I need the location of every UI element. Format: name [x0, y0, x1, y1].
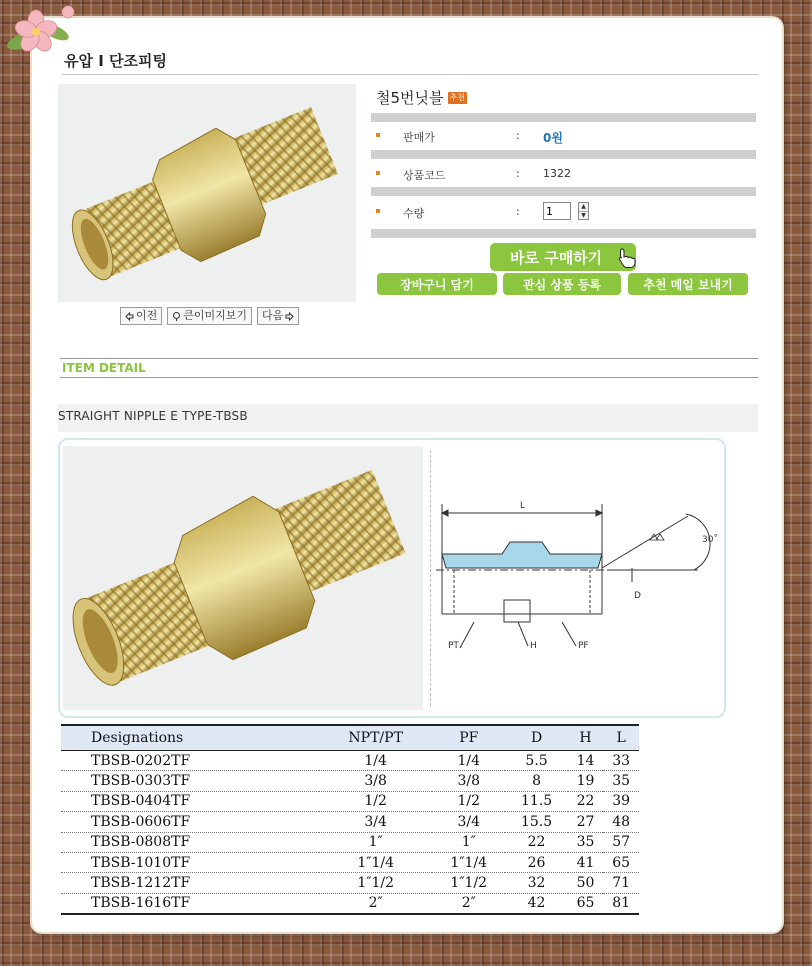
table-cell: TBSB-0606TF [61, 812, 319, 832]
table-cell: 22 [568, 791, 604, 811]
item-detail-heading: ITEM DETAIL [62, 361, 146, 375]
table-cell: TBSB-1010TF [61, 852, 319, 872]
prev-label: 이전 [136, 309, 158, 322]
divider-bar [371, 229, 756, 238]
col-header: Designations [61, 725, 319, 751]
table-cell: 1/2 [319, 791, 432, 811]
table-cell: 1″1/4 [319, 852, 432, 872]
spec-header-row [61, 725, 639, 751]
quantity-row [371, 202, 756, 224]
table-cell: 1″1/4 [432, 852, 505, 872]
table-cell: 39 [603, 791, 639, 811]
recommend-mail-button[interactable] [628, 273, 748, 295]
table-row [61, 791, 639, 811]
table-row [61, 852, 639, 872]
table-cell: TBSB-1212TF [61, 873, 319, 893]
table-cell: 1″ [432, 832, 505, 852]
table-cell: 1″1/2 [432, 873, 505, 893]
zoom-label: 큰이미지보기 [183, 309, 248, 322]
table-cell: 3/4 [432, 812, 505, 832]
table-row [61, 893, 639, 914]
zoom-icon [172, 312, 181, 321]
colon: : [516, 167, 520, 180]
detail-subtitle: STRAIGHT NIPPLE E TYPE-TBSB [58, 409, 248, 423]
wishlist-button[interactable] [503, 273, 621, 295]
recommend-mail-label: 추천 메일 보내기 [643, 277, 733, 292]
quantity-input[interactable] [543, 202, 571, 220]
stepper-down-icon[interactable]: ▼ [581, 212, 586, 219]
item-detail-header [60, 358, 758, 378]
page-title: 유압 I 단조피팅 [64, 52, 167, 70]
table-cell: 1/4 [319, 751, 432, 771]
table-cell: 1″ [319, 832, 432, 852]
col-header: PF [432, 725, 505, 751]
table-cell: 15.5 [505, 812, 567, 832]
table-row [61, 873, 639, 893]
buy-now-button[interactable] [490, 243, 636, 271]
arrow-right-icon [285, 312, 294, 321]
buy-now-label: 바로 구매하기 [510, 248, 603, 267]
add-to-cart-button[interactable] [377, 273, 497, 295]
table-cell: 5.5 [505, 751, 567, 771]
table-cell: 1/4 [432, 751, 505, 771]
table-cell: 81 [612, 895, 631, 912]
col-header: L [603, 725, 639, 751]
table-cell: 26 [505, 852, 567, 872]
col-header: H [568, 725, 604, 751]
table-cell: 11.5 [505, 791, 567, 811]
table-cell: TBSB-0808TF [61, 832, 319, 852]
dim-label-angle: 30˚ [702, 535, 718, 545]
col-header: NPT/PT [319, 725, 432, 751]
table-cell: 3/4 [319, 812, 432, 832]
divider-line [430, 450, 432, 706]
quantity-stepper[interactable] [578, 202, 589, 220]
image-nav [120, 307, 299, 325]
table-row [61, 832, 639, 852]
recommend-badge: 추천 [449, 92, 465, 102]
table-cell: 41 [568, 852, 604, 872]
product-name: 철5번닛블 [376, 89, 444, 107]
bullet-icon [376, 133, 380, 137]
divider-bar [371, 150, 756, 159]
table-cell: 65 [603, 852, 639, 872]
zoom-button[interactable] [167, 307, 252, 325]
bullet-icon [376, 171, 380, 175]
table-cell: TBSB-0303TF [61, 771, 319, 791]
price-value: 0원 [543, 131, 563, 145]
detail-product-image [63, 446, 423, 710]
table-cell: 8 [505, 771, 567, 791]
table-cell: 71 [603, 873, 639, 893]
dim-label-D: D [634, 591, 641, 601]
table-row [61, 771, 639, 791]
divider-bar [371, 187, 756, 196]
code-label: 상품코드 [403, 169, 446, 182]
table-cell: 22 [505, 832, 567, 852]
product-name-row [376, 87, 467, 108]
table-cell: 19 [568, 771, 604, 791]
table-row [61, 751, 639, 771]
table-cell: 3/8 [319, 771, 432, 791]
arrow-left-icon [125, 312, 134, 321]
stepper-up-icon[interactable]: ▲ [579, 203, 588, 212]
table-cell: 48 [603, 812, 639, 832]
wishlist-label: 관심 상품 등록 [523, 277, 601, 292]
table-cell: 2″ [368, 895, 383, 912]
table-cell: TBSB-1616TF [91, 895, 191, 912]
dim-label-PT: PT [448, 641, 459, 651]
nipple-fitting-image [58, 84, 356, 302]
code-row [371, 164, 756, 186]
table-cell: TBSB-0404TF [61, 791, 319, 811]
next-button[interactable] [257, 307, 299, 325]
prev-button[interactable] [120, 307, 162, 325]
qty-label: 수량 [403, 207, 425, 220]
code-value: 1322 [543, 167, 571, 180]
nipple-fitting-large-image [63, 446, 423, 710]
divider-bar [371, 113, 756, 122]
cart-label: 장바구니 담기 [400, 277, 474, 292]
table-cell: 35 [603, 771, 639, 791]
product-image[interactable] [58, 84, 356, 302]
page-title-row [62, 46, 758, 75]
dim-label-H: H [530, 641, 537, 651]
table-cell: 50 [568, 873, 604, 893]
colon: : [516, 205, 520, 218]
price-label: 판매가 [403, 131, 435, 144]
table-cell: 42 [527, 895, 546, 912]
dimension-drawing [436, 490, 726, 665]
table-cell: 57 [603, 832, 639, 852]
table-row [61, 812, 639, 832]
table-cell: 2″ [461, 895, 476, 912]
table-cell: 14 [568, 751, 604, 771]
dim-label-L: L [520, 501, 526, 511]
table-cell: 1/2 [432, 791, 505, 811]
table-cell: 33 [603, 751, 639, 771]
table-cell: 35 [568, 832, 604, 852]
table-cell: 65 [576, 895, 595, 912]
bullet-icon [376, 209, 380, 213]
dim-label-PF: PF [578, 641, 589, 651]
price-row [371, 126, 756, 148]
table-cell: 3/8 [432, 771, 505, 791]
table-cell: TBSB-0202TF [61, 751, 319, 771]
table-cell: 1″1/2 [319, 873, 432, 893]
next-label: 다음 [262, 309, 284, 322]
spec-table [61, 724, 639, 915]
table-cell: 32 [505, 873, 567, 893]
table-cell: 27 [568, 812, 604, 832]
colon: : [516, 129, 520, 142]
hand-pointer-icon [616, 247, 638, 269]
detail-subtitle-bar [58, 404, 758, 432]
col-header: D [505, 725, 567, 751]
